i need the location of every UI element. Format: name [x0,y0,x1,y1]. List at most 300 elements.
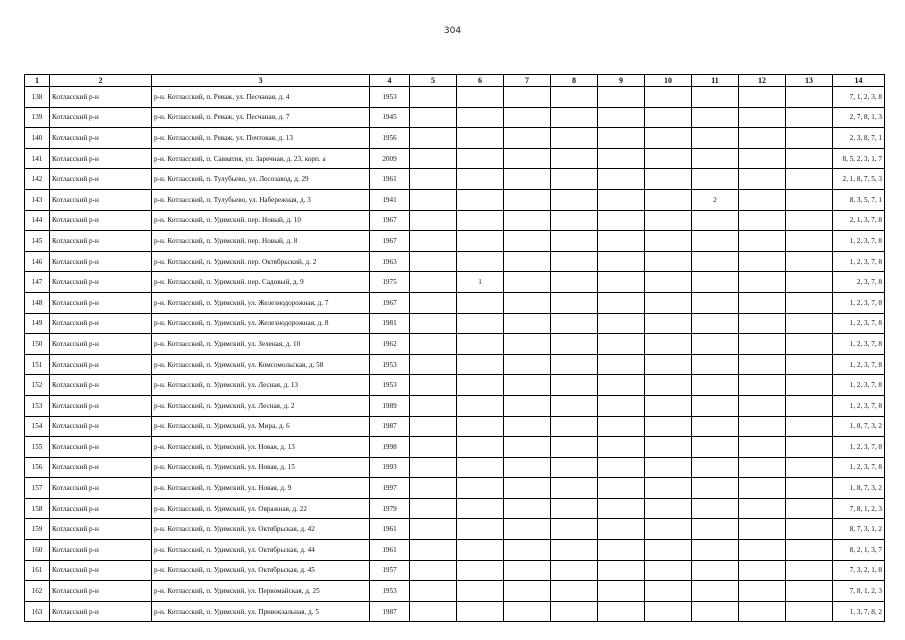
row-number: 145 [25,231,50,252]
row-year: 1962 [370,334,410,355]
row-year: 2009 [370,148,410,169]
row-col-13 [786,292,833,313]
row-year: 1987 [370,416,410,437]
row-col-7 [504,169,551,190]
row-col-12 [739,189,786,210]
row-col-10 [645,87,692,108]
row-district: Котласский р-н [50,498,152,519]
row-col-14: 2, 7, 8, 1, 3 [833,107,885,128]
row-col-9 [598,416,645,437]
row-year: 1961 [370,519,410,540]
row-col-6 [457,581,504,602]
row-col-9 [598,457,645,478]
table-row [25,560,885,581]
row-district: Котласский р-н [50,313,152,334]
row-col-10 [645,107,692,128]
row-col-14: 1, 2, 3, 7, 8 [833,334,885,355]
row-year: 1998 [370,437,410,458]
row-col-7 [504,560,551,581]
row-district: Котласский р-н [50,581,152,602]
column-header-4: 4 [370,75,410,87]
row-col-10 [645,313,692,334]
table-row [25,189,885,210]
row-col-12 [739,540,786,561]
row-col-6 [457,601,504,622]
row-col-8 [551,437,598,458]
row-col-8 [551,457,598,478]
row-col-11 [692,210,739,231]
row-address: р-н. Котласский, п. Удимский, ул. Привокзальная, д. 5 [152,601,370,622]
row-address: р-н. Котласский, п. Удимский, ул. Железнодорожная, д. 8 [152,313,370,334]
row-year: 1997 [370,478,410,499]
column-header-14: 14 [833,75,885,87]
row-col-10 [645,498,692,519]
row-col-10 [645,148,692,169]
row-col-11 [692,581,739,602]
row-year: 1967 [370,292,410,313]
column-header-9: 9 [598,75,645,87]
row-col-5 [410,189,457,210]
row-col-13 [786,107,833,128]
row-col-11 [692,416,739,437]
row-col-5 [410,354,457,375]
row-col-9 [598,478,645,499]
row-col-11 [692,148,739,169]
row-col-11 [692,437,739,458]
row-col-9 [598,354,645,375]
row-col-5 [410,169,457,190]
table-row [25,313,885,334]
row-col-11 [692,601,739,622]
row-col-11 [692,231,739,252]
row-col-14: 1, 3, 7, 8, 2 [833,601,885,622]
table-row [25,498,885,519]
row-year: 1953 [370,375,410,396]
row-year: 1975 [370,272,410,293]
row-col-8 [551,272,598,293]
row-year: 1945 [370,107,410,128]
row-col-13 [786,189,833,210]
row-col-13 [786,128,833,149]
row-col-12 [739,395,786,416]
row-year: 1961 [370,540,410,561]
row-col-8 [551,189,598,210]
page-number: 304 [443,26,462,36]
column-header-7: 7 [504,75,551,87]
row-address: р-н. Котласский, п. Удимский, ул. Овражная, д. 22 [152,498,370,519]
row-address: р-н. Котласский, п. Удимский, ул. Лесная, д. 13 [152,375,370,396]
row-col-11 [692,169,739,190]
row-col-12 [739,560,786,581]
table-row [25,87,885,108]
row-number: 152 [25,375,50,396]
row-col-5 [410,498,457,519]
row-address: р-н. Котласский, п. Удимский, ул. Октябрьская, д. 45 [152,560,370,581]
row-col-12 [739,478,786,499]
table-row [25,416,885,437]
row-col-10 [645,231,692,252]
row-col-14: 1, 2, 3, 7, 8 [833,375,885,396]
row-col-5 [410,519,457,540]
row-col-11 [692,375,739,396]
row-col-14: 2, 1, 3, 7, 8 [833,210,885,231]
row-col-14: 7, 1, 2, 3, 8 [833,87,885,108]
row-col-13 [786,251,833,272]
row-number: 157 [25,478,50,499]
row-col-9 [598,560,645,581]
column-header-1: 1 [25,75,50,87]
row-col-10 [645,272,692,293]
row-col-8 [551,416,598,437]
row-col-7 [504,375,551,396]
row-address: р-н. Котласский, п. Удимский, ул. Лесная, д. 2 [152,395,370,416]
row-col-13 [786,375,833,396]
row-number: 160 [25,540,50,561]
row-col-7 [504,498,551,519]
row-year: 1957 [370,560,410,581]
row-col-14: 1, 2, 3, 7, 8 [833,231,885,252]
row-district: Котласский р-н [50,395,152,416]
row-col-14: 2, 3, 8, 7, 1 [833,128,885,149]
row-col-11 [692,519,739,540]
row-col-5 [410,292,457,313]
row-district: Котласский р-н [50,107,152,128]
row-col-13 [786,498,833,519]
row-col-8 [551,581,598,602]
row-year: 1953 [370,87,410,108]
row-year: 1987 [370,601,410,622]
row-col-9 [598,395,645,416]
table-row [25,128,885,149]
row-address: р-н. Котласский, п. Удимский, ул. Первомайская, д. 25 [152,581,370,602]
row-district: Котласский р-н [50,519,152,540]
row-col-5 [410,148,457,169]
row-col-5 [410,313,457,334]
row-address: р-н. Котласский, п. Реваж, ул. Песчаная, д. 7 [152,107,370,128]
row-col-12 [739,334,786,355]
row-col-8 [551,334,598,355]
row-col-12 [739,457,786,478]
row-district: Котласский р-н [50,169,152,190]
row-col-14: 1, 2, 3, 7, 8 [833,354,885,375]
row-col-9 [598,128,645,149]
row-col-12 [739,292,786,313]
row-col-12 [739,498,786,519]
row-col-7 [504,416,551,437]
row-col-8 [551,148,598,169]
row-district: Котласский р-н [50,148,152,169]
row-col-12 [739,87,786,108]
row-district: Котласский р-н [50,478,152,499]
row-col-8 [551,601,598,622]
row-col-9 [598,375,645,396]
row-col-7 [504,601,551,622]
row-col-9 [598,313,645,334]
row-year: 1967 [370,231,410,252]
row-col-6 [457,313,504,334]
row-col-13 [786,519,833,540]
row-col-8 [551,251,598,272]
row-number: 139 [25,107,50,128]
row-address: р-н. Котласский, п. Удимский. пер. Садовый, д. 9 [152,272,370,293]
row-col-9 [598,437,645,458]
row-col-7 [504,478,551,499]
row-col-11 [692,540,739,561]
row-col-6 [457,231,504,252]
row-col-8 [551,498,598,519]
row-col-13 [786,581,833,602]
row-col-11 [692,395,739,416]
row-col-7 [504,231,551,252]
row-year: 1989 [370,395,410,416]
row-district: Котласский р-н [50,540,152,561]
housing-register-table [24,74,885,622]
table-row [25,437,885,458]
row-col-9 [598,498,645,519]
row-col-5 [410,87,457,108]
row-col-5 [410,416,457,437]
row-col-12 [739,354,786,375]
row-col-8 [551,292,598,313]
row-col-8 [551,169,598,190]
row-col-8 [551,375,598,396]
row-col-6 [457,189,504,210]
row-col-6 [457,437,504,458]
row-col-14: 1, 2, 3, 7, 8 [833,292,885,313]
row-col-6 [457,478,504,499]
row-col-5 [410,601,457,622]
row-col-9 [598,292,645,313]
row-number: 155 [25,437,50,458]
row-col-11 [692,87,739,108]
row-number: 150 [25,334,50,355]
row-address: р-н. Котласский, п. Удимский, ул. Октябрьская, д. 42 [152,519,370,540]
row-address: р-н. Котласский, п. Удимский, ул. Железнодорожная, д. 7 [152,292,370,313]
row-col-11 [692,354,739,375]
row-col-5 [410,210,457,231]
row-col-13 [786,148,833,169]
row-col-7 [504,313,551,334]
row-col-13 [786,210,833,231]
row-col-14: 1, 2, 3, 7, 8 [833,395,885,416]
row-address: р-н. Котласский, п. Реваж, ул. Почтовая, д. 13 [152,128,370,149]
row-col-7 [504,540,551,561]
row-col-13 [786,87,833,108]
row-col-12 [739,313,786,334]
row-col-9 [598,87,645,108]
row-district: Котласский р-н [50,189,152,210]
table-row [25,169,885,190]
row-col-10 [645,292,692,313]
row-col-14: 1, 8, 7, 3, 2 [833,478,885,499]
row-col-7 [504,457,551,478]
row-col-9 [598,210,645,231]
row-col-10 [645,581,692,602]
table-row [25,540,885,561]
row-col-14: 2, 3, 7, 8 [833,272,885,293]
row-col-6 [457,354,504,375]
row-col-6 [457,540,504,561]
row-col-8 [551,478,598,499]
row-col-6 [457,148,504,169]
row-col-12 [739,437,786,458]
row-col-9 [598,581,645,602]
row-col-12 [739,581,786,602]
row-col-13 [786,231,833,252]
row-number: 146 [25,251,50,272]
table-row [25,519,885,540]
row-col-13 [786,601,833,622]
table-body [25,87,885,622]
row-district: Котласский р-н [50,560,152,581]
table-header-row [25,75,885,87]
row-col-6 [457,457,504,478]
row-col-12 [739,272,786,293]
row-year: 1956 [370,128,410,149]
table-row [25,292,885,313]
row-year: 1953 [370,354,410,375]
column-header-11: 11 [692,75,739,87]
row-col-7 [504,519,551,540]
row-col-11 [692,334,739,355]
row-number: 162 [25,581,50,602]
row-number: 159 [25,519,50,540]
row-col-10 [645,189,692,210]
row-col-8 [551,107,598,128]
row-col-8 [551,395,598,416]
table-row [25,148,885,169]
row-address: р-н. Котласский, п. Тулубьево, ул. Набережная, д. 3 [152,189,370,210]
row-col-14: 7, 8, 1, 2, 3 [833,581,885,602]
row-address: р-н. Котласский, п. Удимский, ул. Мира, д. 6 [152,416,370,437]
row-col-12 [739,148,786,169]
row-col-5 [410,251,457,272]
row-district: Котласский р-н [50,437,152,458]
row-col-6 [457,251,504,272]
row-year: 1993 [370,457,410,478]
row-number: 144 [25,210,50,231]
row-col-5 [410,334,457,355]
row-col-14: 7, 3, 2, 1, 8 [833,560,885,581]
row-col-9 [598,189,645,210]
row-col-6 [457,128,504,149]
row-col-14: 1, 2, 3, 7, 8 [833,437,885,458]
row-address: р-н. Котласский, п. Удимский, ул. Октябрьская, д. 44 [152,540,370,561]
row-col-5 [410,560,457,581]
row-col-13 [786,478,833,499]
row-col-5 [410,581,457,602]
row-col-6 [457,560,504,581]
row-col-9 [598,148,645,169]
row-col-9 [598,540,645,561]
row-number: 156 [25,457,50,478]
table-row [25,395,885,416]
table-row [25,478,885,499]
column-header-3: 3 [152,75,370,87]
row-col-6 [457,334,504,355]
row-col-11 [692,498,739,519]
row-col-7 [504,189,551,210]
row-col-7 [504,210,551,231]
row-col-6 [457,519,504,540]
row-number: 142 [25,169,50,190]
table-row [25,581,885,602]
column-header-8: 8 [551,75,598,87]
column-header-6: 6 [457,75,504,87]
row-district: Котласский р-н [50,416,152,437]
table-row [25,457,885,478]
row-year: 1963 [370,251,410,272]
row-address: р-н. Котласский, п. Удимский. пер. Октябрьский, д. 2 [152,251,370,272]
row-district: Котласский р-н [50,457,152,478]
row-col-7 [504,87,551,108]
row-col-14: 1, 8, 7, 3, 2 [833,416,885,437]
row-col-9 [598,107,645,128]
row-col-13 [786,334,833,355]
row-col-13 [786,457,833,478]
row-col-8 [551,313,598,334]
row-col-11 [692,128,739,149]
row-col-11 [692,107,739,128]
row-col-10 [645,354,692,375]
row-district: Котласский р-н [50,272,152,293]
row-col-7 [504,581,551,602]
row-col-10 [645,601,692,622]
row-col-7 [504,128,551,149]
row-number: 147 [25,272,50,293]
row-col-9 [598,251,645,272]
row-col-13 [786,169,833,190]
row-col-10 [645,457,692,478]
row-col-14: 2, 1, 8, 7, 5, 3 [833,169,885,190]
row-col-10 [645,128,692,149]
row-district: Котласский р-н [50,601,152,622]
row-col-10 [645,478,692,499]
row-col-10 [645,560,692,581]
row-col-8 [551,87,598,108]
table-row [25,210,885,231]
row-col-13 [786,313,833,334]
row-col-14: 8, 7, 3, 1, 2 [833,519,885,540]
row-address: р-н. Котласский, п. Савватия, ул. Заречная, д. 23, корп. а [152,148,370,169]
row-col-8 [551,560,598,581]
table-row [25,354,885,375]
row-col-12 [739,251,786,272]
column-header-13: 13 [786,75,833,87]
row-district: Котласский р-н [50,210,152,231]
row-number: 140 [25,128,50,149]
row-col-5 [410,107,457,128]
row-col-14: 7, 8, 1, 2, 3 [833,498,885,519]
row-number: 138 [25,87,50,108]
row-col-11 [692,313,739,334]
row-col-7 [504,292,551,313]
row-col-7 [504,395,551,416]
row-col-10 [645,416,692,437]
row-col-10 [645,519,692,540]
row-col-9 [598,272,645,293]
row-address: р-н. Котласский, п. Удимский. пер. Новый, д. 10 [152,210,370,231]
table-row [25,334,885,355]
row-number: 143 [25,189,50,210]
row-address: р-н. Котласский, п. Удимский, ул. Новая, д. 15 [152,457,370,478]
row-number: 149 [25,313,50,334]
row-address: р-н. Котласский, п. Удимский, ул. Новая, д. 13 [152,437,370,458]
row-col-5 [410,128,457,149]
row-col-14: 1, 2, 3, 7, 8 [833,457,885,478]
row-number: 151 [25,354,50,375]
column-header-5: 5 [410,75,457,87]
